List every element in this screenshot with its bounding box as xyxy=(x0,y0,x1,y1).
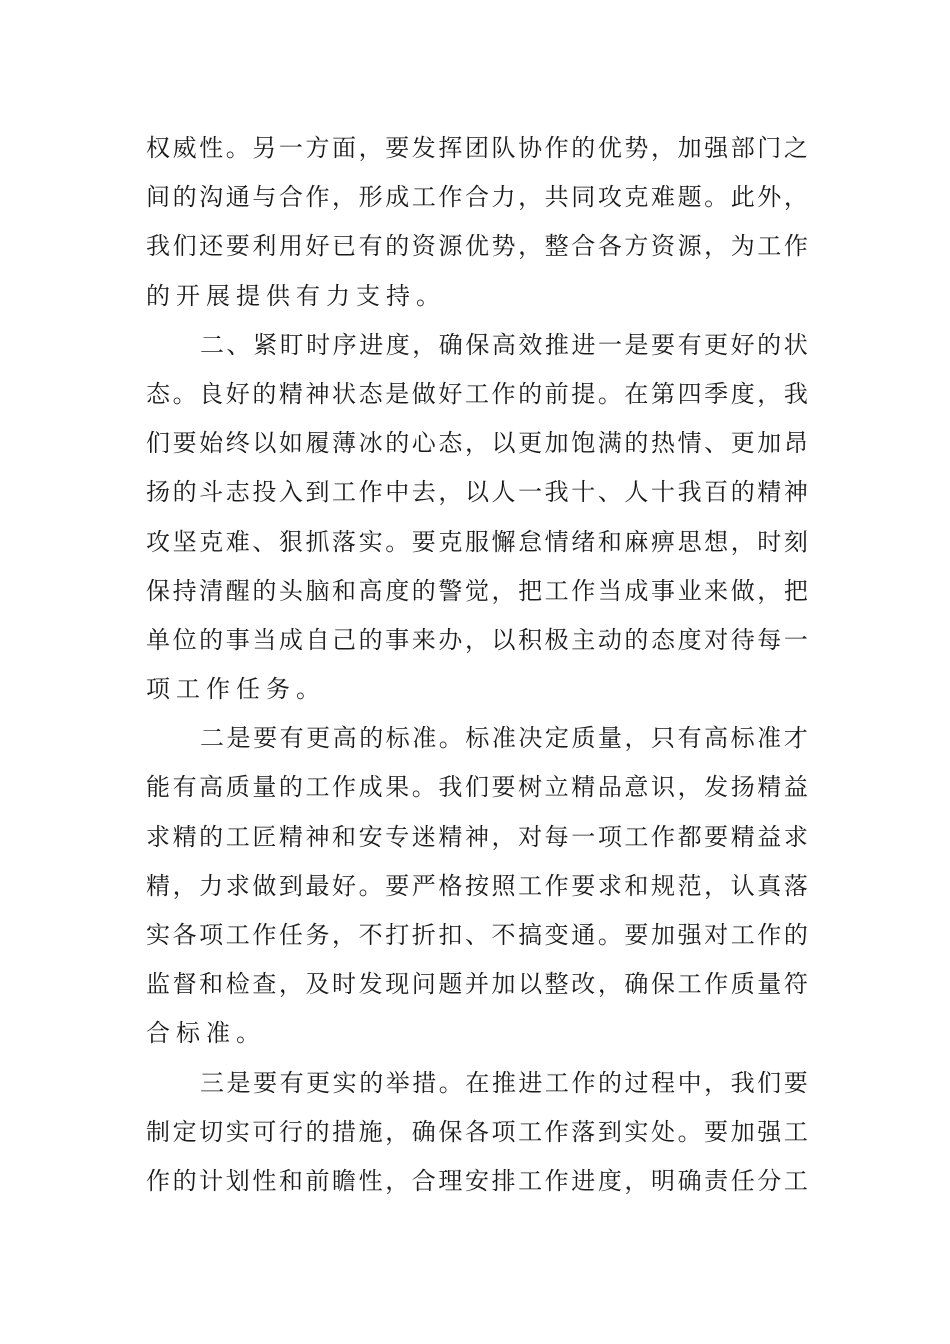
text-line: 保 持 清 醒 的 头 脑 和 高 度 的 警 觉 ， 把 工 作 当 成 事 业 来 做 ， 把 xyxy=(146,576,808,605)
document-page xyxy=(146,124,808,1206)
text-line: 扬 的 斗 志 投 入 到 工 作 中 去 ， 以 人 一 我 十 、 人 十 我 百 的 精 神 xyxy=(146,478,808,507)
text-line: 们 要 始 终 以 如 履 薄 冰 的 心 态 ， 以 更 加 饱 满 的 热 情 、 更 加 昂 xyxy=(146,429,808,458)
text-line: 项 工 作 任 务 。 xyxy=(146,675,326,704)
text-line: 求 精 的 工 匠 精 神 和 安 专 迷 精 神 ， 对 每 一 项 工 作 都 要 精 益 求 xyxy=(146,822,808,851)
text-line: 合 标 准 。 xyxy=(146,1019,266,1048)
text-line: 间 的 沟 通 与 合 作 ， 形 成 工 作 合 力 ， 共 同 攻 克 难 题 。 此 外 ， xyxy=(146,183,808,212)
text-line: 态 。 良 好 的 精 神 状 态 是 做 好 工 作 的 前 提 。 在 第 四 季 度 ， 我 xyxy=(146,379,808,408)
text-line: 监 督 和 检 查 ， 及 时 发 现 问 题 并 加 以 整 改 ， 确 保 工 作 质 量 符 xyxy=(146,970,808,999)
text-line: 的 开 展 提 供 有 力 支 持 。 xyxy=(146,281,446,310)
text-line: 我 们 还 要 利 用 好 已 有 的 资 源 优 势 ， 整 合 各 方 资 源 ， 为 工 作 xyxy=(146,232,808,261)
text-line: 三 是 要 有 更 实 的 举 措 。 在 推 进 工 作 的 过 程 中 ， 我 们 要 xyxy=(200,1068,808,1097)
text-line: 作 的 计 划 性 和 前 瞻 性 ， 合 理 安 排 工 作 进 度 ， 明 确 责 任 分 工 xyxy=(146,1166,808,1195)
text-line: 二 是 要 有 更 高 的 标 准 。 标 准 决 定 质 量 ， 只 有 高 标 准 才 xyxy=(200,724,808,753)
text-line: 能 有 高 质 量 的 工 作 成 果 。 我 们 要 树 立 精 品 意 识 ， 发 扬 精 益 xyxy=(146,773,808,802)
text-line: 二 、 紧 盯 时 序 进 度 ， 确 保 高 效 推 进 一 是 要 有 更 好 的 状 xyxy=(200,330,808,359)
text-line: 权 威 性 。 另 一 方 面 ， 要 发 挥 团 队 协 作 的 优 势 ， 加 强 部 门 之 xyxy=(146,134,808,162)
text-line: 实 各 项 工 作 任 务 ， 不 打 折 扣 、 不 搞 变 通 。 要 加 强 对 工 作 的 xyxy=(146,921,808,949)
text-line: 精 ， 力 求 做 到 最 好 。 要 严 格 按 照 工 作 要 求 和 规 范 ， 认 真 落 xyxy=(146,871,808,900)
text-line: 制 定 切 实 可 行 的 措 施 ， 确 保 各 项 工 作 落 到 实 处 。 要 加 强 工 xyxy=(146,1117,808,1146)
text-line: 单 位 的 事 当 成 自 己 的 事 来 办 ， 以 积 极 主 动 的 态 度 对 待 每 一 xyxy=(146,625,808,654)
text-line: 攻 坚 克 难 、 狠 抓 落 实 。 要 克 服 懈 怠 情 绪 和 麻 痹 思 想 ， 时 刻 xyxy=(146,527,808,556)
